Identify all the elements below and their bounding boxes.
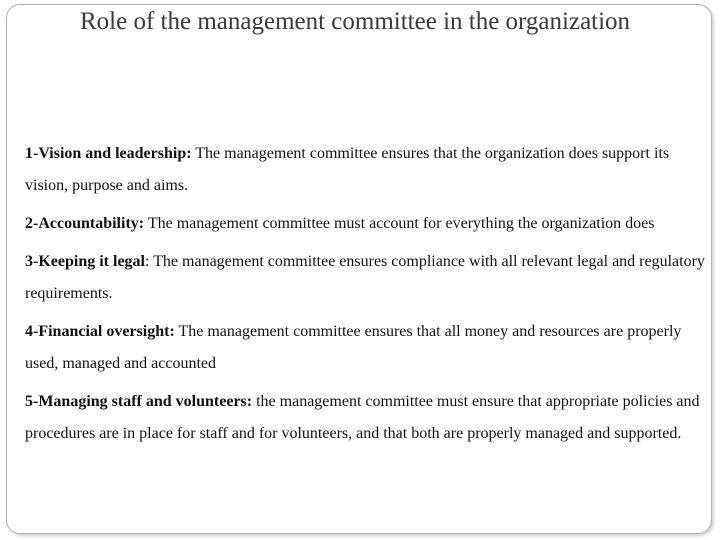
slide-title: Role of the management committee in the organization (80, 8, 631, 35)
list-item-managing-staff (25, 386, 705, 450)
list-item-keeping-it-legal (25, 246, 705, 310)
item-heading: 2-Accountability: (25, 215, 145, 232)
item-text: The management committee must account for everything the organization does (144, 215, 655, 232)
item-text: : The management committee ensures compliance with all relevant legal and regulatory requirements. (25, 253, 705, 302)
slide-content (25, 138, 705, 456)
list-item-vision-leadership (25, 138, 705, 202)
item-heading: 5-Managing staff and volunteers: (25, 393, 253, 410)
list-item-financial-oversight (25, 316, 705, 380)
item-heading: 4-Financial oversight: (25, 323, 175, 340)
item-heading: 1-Vision and leadership: (25, 145, 192, 162)
item-text: the management committee must ensure that appropriate policies and procedures are in place for staff and for volunteers, and that both are properly managed and supported. (25, 393, 700, 442)
list-item-accountability (25, 208, 705, 240)
item-heading: 3-Keeping it legal (25, 253, 145, 270)
item-text: The management committee ensures that the organization does support its vision, purpose and aims. (25, 145, 670, 194)
item-text: The management committee ensures that all money and resources are properly used, managed and accounted (25, 323, 682, 372)
